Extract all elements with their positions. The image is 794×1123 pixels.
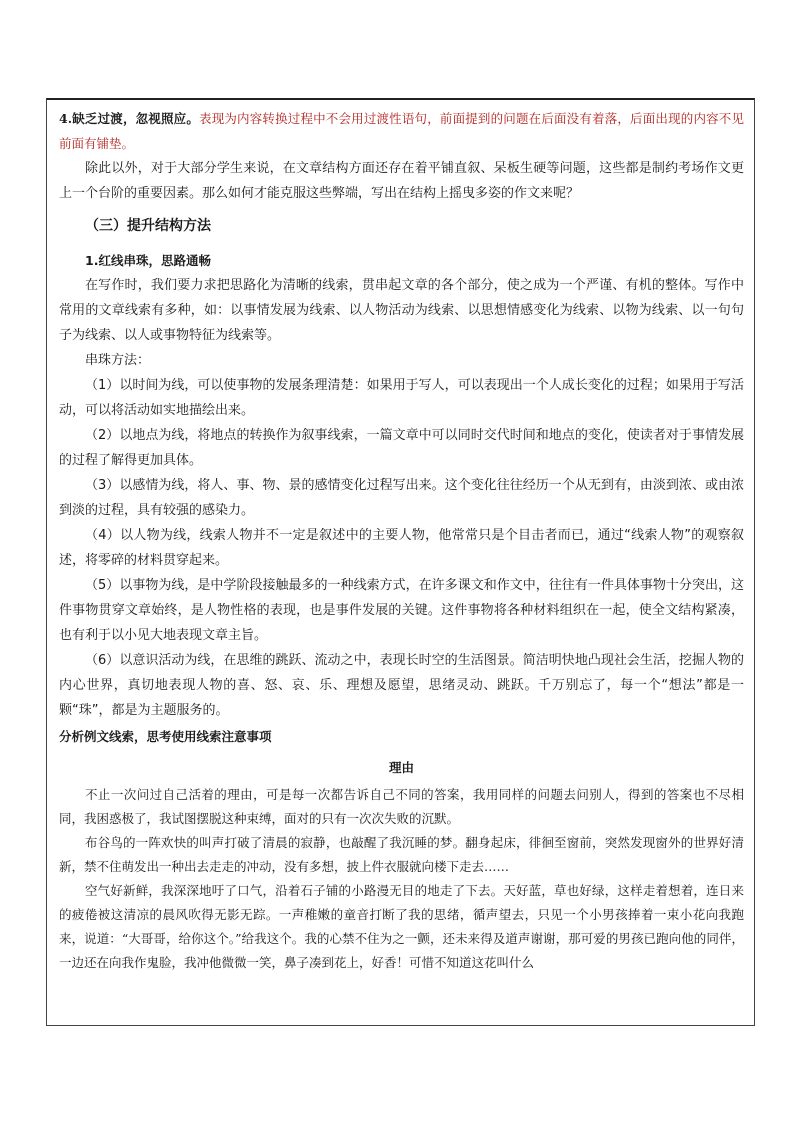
method-item: （4）以人物为线，线索人物并不一定是叙述中的主要人物，他常常只是个目击者而已，通过“线索人物”的观察叙述，将零碎的材料贯穿起来。 xyxy=(59,528,744,568)
point-4-text: 表现为内容转换过程中不会用过渡性语句，前面提到的问题在后面没有着落，后面出现的内容不见前面有铺垫。 xyxy=(59,111,744,151)
method-item: （1）以时间为线，可以使事物的发展条理清楚：如果用于写人，可以表现出一个人成长变化的过程；如果用于写活动，可以将活动如实地描绘出来。 xyxy=(59,378,744,418)
point-4-label: 4.缺乏过渡，忽视照应。 xyxy=(59,111,200,126)
intro-paragraph: 除此以外，对于大部分学生来说，在文章结构方面还存在着平铺直叙、呆板生硬等问题，这些都是制约考场作文更上一个台阶的重要因素。那么如何才能克服这些弊端，写出在结构上摇曳多姿的作文来呢？ xyxy=(59,161,744,201)
essay-paragraph: 空气好新鲜，我深深地吁了口气，沿着石子铺的小路漫无目的地走了下去。天好蓝，草也好绿，这样走着想着，连日来的疲倦被这清凉的晨风吹得无影无踪。一声稚嫩的童音打断了我的思绪，循声望去，只见一个小男孩捧着一束小花向我跑来，说道：“大哥哥，给你这个。”给我这个。我的心禁不住为之一颤，还未来得及道声谢谢，那可爱的男孩已跑向他的同伴，一边还在向我作鬼脸，我冲他微微一笑，鼻子凑到花上，好香！可惜不知道这花叫什么 xyxy=(59,883,744,970)
essay-paragraph: 布谷鸟的一阵欢快的叫声打破了清晨的寂静，也敲醒了我沉睡的梦。翻身起床，徘徊至窗前，突然发现窗外的世界好清新，禁不住萌发出一种出去走走的冲动，没有多想，披上件衣服就向楼下走去…… xyxy=(59,835,744,874)
analysis-heading: 分析例文线索，思考使用线索注意事项 xyxy=(59,729,272,744)
subsection-title: 1.红线串珠，思路通畅 xyxy=(85,253,211,268)
thread-paragraph: 在写作时，我们要力求把思路化为清晰的线索，贯串起文章的各个部分，使之成为一个严谨、有机的整体。写作中常用的文章线索有多种，如：以事情发展为线索、以人物活动为线索、以思想情感变化为线索、以物为线索、以一句句子为线索、以人或事物特征为线索等。 xyxy=(59,278,744,343)
method-item: （3）以感情为线，将人、事、物、景的感情变化过程写出来。这个变化往往经历一个从无到有，由淡到浓、或由浓到淡的过程，具有较强的感染力。 xyxy=(59,478,744,518)
point-4-paragraph xyxy=(59,106,744,156)
essay-title: 理由 xyxy=(388,760,414,775)
method-item: （6）以意识活动为线，在思维的跳跃、流动之中，表现长时空的生活图景。简洁明快地凸现社会生活，挖掘人物的内心世界，真切地表现人物的喜、怒、哀、乐、理想及愿望，思绪灵动、跳跃。千万别忘了，每一个“想法”都是一颗“珠”，都是为主题服务的。 xyxy=(59,653,744,718)
method-item: （5）以事物为线，是中学阶段接触最多的一种线索方式，在许多课文和作文中，往往有一件具体事物十分突出，这件事物贯穿文章始终，是人物性格的表现，也是事件发展的关键。这件事物将各种材料组织在一起，使全文结构紧凑，也有利于以小见大地表现文章主旨。 xyxy=(59,578,744,643)
document-content xyxy=(47,100,754,975)
method-item: （2）以地点为线，将地点的转换作为叙事线索，一篇文章中可以同时交代时间和地点的变化，使读者对于事情发展的过程了解得更加具体。 xyxy=(59,428,744,468)
document-frame xyxy=(46,98,755,1026)
method-label: 串珠方法： xyxy=(85,353,151,368)
section-title: （三）提升结构方法 xyxy=(85,218,211,234)
essay-paragraph: 不止一次问过自己活着的理由，可是每一次都告诉自己不同的答案，我用同样的问题去问别人，得到的答案也不尽相同，我困惑极了，我试图摆脱这种束缚，面对的只有一次次失败的沉默。 xyxy=(59,787,744,826)
